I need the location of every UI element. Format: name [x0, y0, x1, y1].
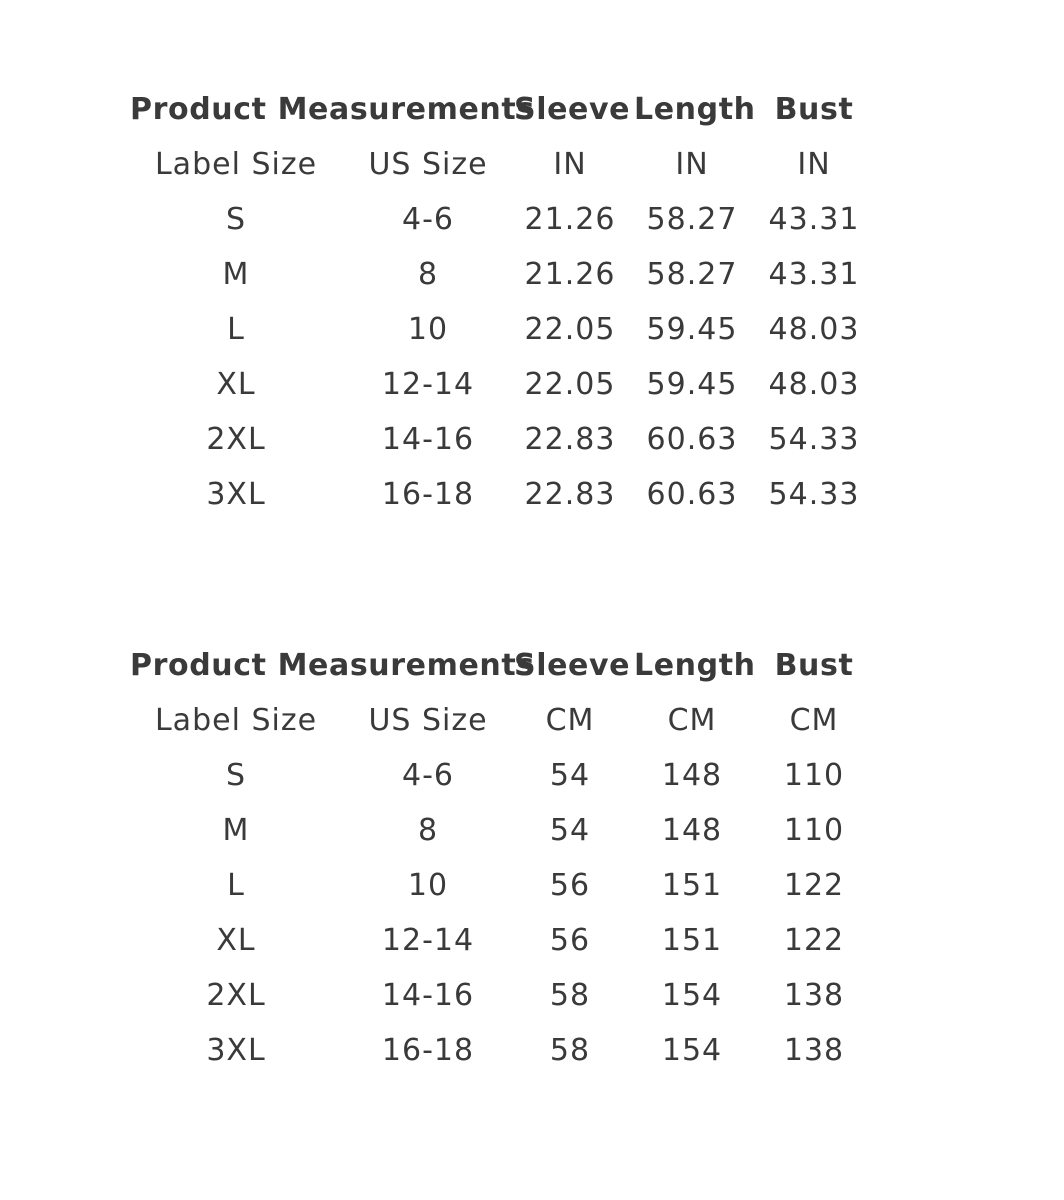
- us-size-cell: 12-14: [381, 923, 475, 958]
- length-cell: 151: [661, 923, 723, 958]
- label-size-cell: 2XL: [206, 422, 266, 457]
- column-header-bust: Bust: [774, 648, 854, 683]
- sleeve-cell: 56: [549, 868, 591, 903]
- length-cell: 58.27: [646, 202, 738, 237]
- us-size-cell: 4-6: [402, 758, 454, 793]
- us-size-cell: 12-14: [381, 367, 475, 402]
- us-size-cell: 8: [417, 813, 439, 848]
- length-cell: 154: [661, 978, 723, 1013]
- table-row: [0, 866, 1064, 906]
- sleeve-cell: 54: [549, 758, 591, 793]
- label-size-cell: S: [225, 202, 247, 237]
- length-cell: 58.27: [646, 257, 738, 292]
- bust-cell: 110: [783, 813, 845, 848]
- table-row: [0, 976, 1064, 1016]
- table-row: [0, 921, 1064, 961]
- sleeve-cell: 22.83: [524, 477, 616, 512]
- us-size-cell: 8: [417, 257, 439, 292]
- length-cell: 59.45: [646, 367, 738, 402]
- length-cell: 59.45: [646, 312, 738, 347]
- sleeve-cell: 21.26: [524, 202, 616, 237]
- table-row: [0, 310, 1064, 350]
- sleeve-cell: 22.83: [524, 422, 616, 457]
- label-size-cell: L: [227, 312, 245, 347]
- length-cell: 148: [661, 758, 723, 793]
- us-size-cell: 10: [407, 312, 449, 347]
- table-row: [0, 200, 1064, 240]
- column-header-bust: Bust: [774, 92, 854, 127]
- sleeve-cell: 54: [549, 813, 591, 848]
- unit-bust: IN: [797, 147, 831, 182]
- sleeve-cell: 21.26: [524, 257, 616, 292]
- length-cell: 60.63: [646, 422, 738, 457]
- bust-cell: 122: [783, 868, 845, 903]
- us-size-cell: 14-16: [381, 978, 475, 1013]
- table-title: Product Measurements: [130, 92, 535, 127]
- table-subheader-row: [0, 145, 1064, 185]
- column-header-us-size: US Size: [368, 147, 488, 182]
- column-header-label-size: Label Size: [154, 147, 318, 182]
- us-size-cell: 4-6: [402, 202, 454, 237]
- table-title: Product Measurements: [130, 648, 535, 683]
- us-size-cell: 14-16: [381, 422, 475, 457]
- label-size-cell: 2XL: [206, 978, 266, 1013]
- label-size-cell: XL: [216, 923, 256, 958]
- sleeve-cell: 22.05: [524, 312, 616, 347]
- bust-cell: 48.03: [768, 367, 860, 402]
- bust-cell: 43.31: [768, 202, 860, 237]
- sleeve-cell: 58: [549, 1033, 591, 1068]
- table-row: [0, 255, 1064, 295]
- table-header-row: [0, 646, 1064, 686]
- sleeve-cell: 58: [549, 978, 591, 1013]
- bust-cell: 48.03: [768, 312, 860, 347]
- column-header-us-size: US Size: [368, 703, 488, 738]
- column-header-sleeve: Sleeve: [514, 648, 631, 683]
- bust-cell: 122: [783, 923, 845, 958]
- bust-cell: 43.31: [768, 257, 860, 292]
- table-row: [0, 756, 1064, 796]
- label-size-cell: S: [225, 758, 247, 793]
- column-header-length: Length: [634, 648, 756, 683]
- label-size-cell: XL: [216, 367, 256, 402]
- label-size-cell: M: [222, 813, 250, 848]
- length-cell: 148: [661, 813, 723, 848]
- table-row: [0, 420, 1064, 460]
- length-cell: 60.63: [646, 477, 738, 512]
- label-size-cell: M: [222, 257, 250, 292]
- table-subheader-row: [0, 701, 1064, 741]
- unit-length: IN: [675, 147, 709, 182]
- column-header-sleeve: Sleeve: [514, 92, 631, 127]
- label-size-cell: 3XL: [206, 477, 266, 512]
- column-header-label-size: Label Size: [154, 703, 318, 738]
- unit-sleeve: CM: [545, 703, 595, 738]
- table-header-row: [0, 90, 1064, 130]
- bust-cell: 54.33: [768, 422, 860, 457]
- table-row: [0, 1031, 1064, 1071]
- sleeve-cell: 56: [549, 923, 591, 958]
- bust-cell: 138: [783, 978, 845, 1013]
- us-size-cell: 16-18: [381, 1033, 475, 1068]
- unit-sleeve: IN: [553, 147, 587, 182]
- sleeve-cell: 22.05: [524, 367, 616, 402]
- unit-bust: CM: [789, 703, 839, 738]
- us-size-cell: 10: [407, 868, 449, 903]
- length-cell: 154: [661, 1033, 723, 1068]
- bust-cell: 54.33: [768, 477, 860, 512]
- table-row: [0, 475, 1064, 515]
- bust-cell: 110: [783, 758, 845, 793]
- bust-cell: 138: [783, 1033, 845, 1068]
- length-cell: 151: [661, 868, 723, 903]
- table-row: [0, 811, 1064, 851]
- unit-length: CM: [667, 703, 717, 738]
- label-size-cell: 3XL: [206, 1033, 266, 1068]
- table-row: [0, 365, 1064, 405]
- column-header-length: Length: [634, 92, 756, 127]
- label-size-cell: L: [227, 868, 245, 903]
- us-size-cell: 16-18: [381, 477, 475, 512]
